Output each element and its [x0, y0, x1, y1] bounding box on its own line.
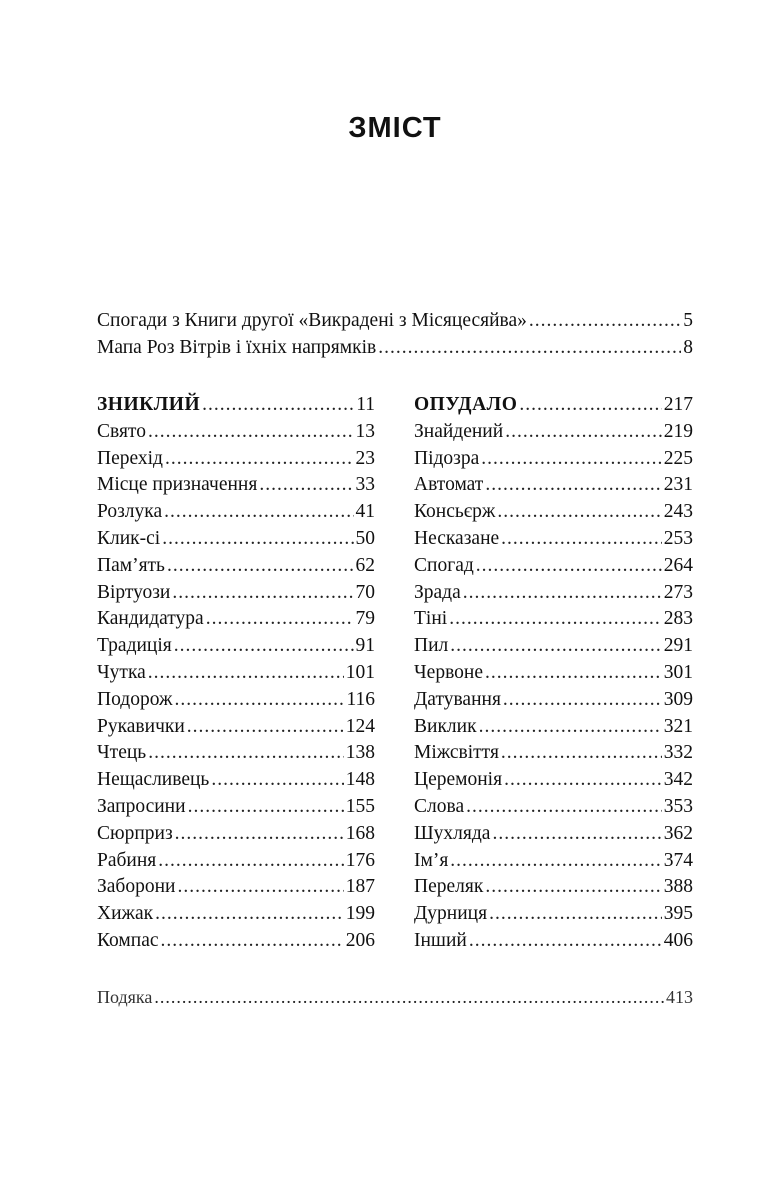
dot-leader [450, 633, 662, 660]
dot-leader [206, 606, 354, 633]
toc-entry-label: Міжсвіття [414, 742, 499, 764]
dot-leader [162, 526, 353, 553]
toc-entry[interactable] [414, 499, 693, 526]
toc-entry[interactable] [97, 335, 693, 362]
toc-column-part-one [97, 392, 375, 955]
toc-entry[interactable] [97, 446, 375, 473]
toc-entry-label: Клик-сі [97, 527, 161, 549]
dot-leader [469, 928, 662, 955]
toc-entry-page: 124 [345, 715, 375, 737]
dot-leader [485, 660, 662, 687]
toc-entry[interactable] [97, 472, 375, 499]
toc-entry[interactable] [414, 606, 693, 633]
toc-entry[interactable] [97, 928, 375, 955]
toc-entry[interactable] [414, 767, 693, 794]
toc-entry-label: Чутка [97, 661, 146, 683]
toc-entry-label: Червоне [414, 661, 483, 683]
toc-entry[interactable] [97, 419, 375, 446]
toc-entry[interactable] [97, 874, 375, 901]
toc-entry[interactable] [97, 687, 375, 714]
toc-entry[interactable] [97, 499, 375, 526]
dot-leader [476, 553, 662, 580]
dot-leader [161, 928, 344, 955]
toc-entry-page: 176 [345, 849, 375, 871]
dot-leader [503, 687, 662, 714]
toc-entry-label: Компас [97, 929, 159, 951]
toc-entry-label: Перехід [97, 447, 163, 469]
toc-entry-acknowledgements[interactable] [97, 984, 693, 1011]
toc-entry-label: Переляк [414, 876, 484, 898]
toc-entry-page: 291 [663, 635, 693, 657]
toc-entry-label: Шухляда [414, 822, 491, 844]
toc-entry[interactable] [97, 740, 375, 767]
toc-entry-page: 33 [355, 474, 375, 496]
toc-entry-page: 206 [345, 929, 375, 951]
dot-leader [148, 740, 344, 767]
toc-entry[interactable] [414, 928, 693, 955]
toc-entry-page: 309 [663, 688, 693, 710]
toc-entry[interactable] [414, 553, 693, 580]
toc-entry-page: 50 [355, 527, 375, 549]
toc-entry-label: Ім’я [414, 849, 449, 871]
toc-entry[interactable] [97, 714, 375, 741]
dot-leader [497, 499, 661, 526]
toc-entry-page: 283 [663, 608, 693, 630]
toc-entry[interactable] [97, 633, 375, 660]
dot-leader [148, 660, 344, 687]
toc-entry-label: Подорож [97, 688, 173, 710]
dot-leader [479, 714, 662, 741]
toc-entry-page: 148 [345, 769, 375, 791]
toc-entry[interactable] [97, 526, 375, 553]
toc-entry-label: Запросини [97, 795, 186, 817]
toc-entry-label: Датування [414, 688, 501, 710]
toc-entry-label: Дурниця [414, 903, 488, 925]
toc-entry-label: Свято [97, 420, 146, 442]
toc-entry-page: 41 [355, 501, 375, 523]
toc-entry-page: 388 [663, 876, 693, 898]
dot-leader [202, 392, 354, 419]
toc-entry-page: 231 [663, 474, 693, 496]
toc-entry-page: 187 [345, 876, 375, 898]
dot-leader [187, 714, 344, 741]
toc-entry-label: Церемонія [414, 769, 503, 791]
toc-entry[interactable] [414, 660, 693, 687]
dot-leader [172, 580, 353, 607]
toc-entry[interactable] [414, 821, 693, 848]
toc-entry-page: 301 [663, 661, 693, 683]
toc-entry-label: Нещасливець [97, 769, 210, 791]
dot-leader [450, 848, 661, 875]
toc-entry-label: Виклик [414, 715, 477, 737]
toc-entry-page: 253 [663, 527, 693, 549]
toc-entry[interactable] [97, 848, 375, 875]
toc-entry-page: 23 [355, 447, 375, 469]
toc-entry[interactable] [414, 901, 693, 928]
toc-entry-label: Підозра [414, 447, 480, 469]
dot-leader [485, 472, 661, 499]
dot-leader [174, 687, 344, 714]
toc-entry[interactable] [414, 794, 693, 821]
toc-entry[interactable] [414, 848, 693, 875]
toc-entry[interactable] [414, 714, 693, 741]
toc-part-heading-page: 217 [663, 394, 693, 415]
toc-entry[interactable] [414, 740, 693, 767]
toc-entry-page: 413 [666, 987, 693, 1007]
dot-leader [164, 499, 353, 526]
dot-leader [167, 553, 354, 580]
dot-leader [489, 901, 662, 928]
toc-part-heading[interactable] [414, 392, 693, 419]
toc-entry[interactable] [414, 633, 693, 660]
dot-leader [466, 794, 662, 821]
toc-entry-label: Хижак [97, 903, 154, 925]
dot-leader [505, 419, 662, 446]
dot-leader [211, 767, 343, 794]
dot-leader [378, 335, 681, 362]
page-title: ЗМІСТ [348, 112, 442, 144]
dot-leader [449, 606, 662, 633]
toc-entry-page: 155 [345, 795, 375, 817]
toc-entry-page: 62 [355, 554, 375, 576]
toc-entry-label: Традиція [97, 635, 172, 657]
toc-entry-label: Пил [414, 635, 449, 657]
toc-entry-label: Віртуози [97, 581, 171, 603]
toc-part-heading-page: 11 [356, 394, 375, 415]
toc-entry-label: Спогади з Книги другої «Викрадені з Місяцесяйва» [97, 310, 527, 331]
toc-entry-page: 101 [345, 661, 375, 683]
toc-entry-page: 5 [683, 310, 693, 331]
toc-entry[interactable] [97, 308, 693, 335]
toc-entry-label: Чтець [97, 742, 147, 764]
toc-entry-page: 243 [663, 501, 693, 523]
dot-leader [188, 794, 344, 821]
toc-entry-label: Спогад [414, 554, 474, 576]
toc-entry[interactable] [97, 794, 375, 821]
dot-leader [481, 446, 661, 473]
toc-entry[interactable] [414, 580, 693, 607]
dot-leader [154, 984, 664, 1011]
toc-entry-label: Пам’ять [97, 554, 165, 576]
toc-entry-label: Консьєрж [414, 501, 496, 523]
toc-entry-label: Зрада [414, 581, 461, 603]
toc-entry-label: Знайдений [414, 420, 504, 442]
toc-entry-page: 79 [355, 608, 375, 630]
toc-entry-label: Мапа Роз Вітрів і їхніх напрямків [97, 336, 377, 358]
dot-leader [463, 580, 662, 607]
toc-entry-page: 362 [663, 822, 693, 844]
toc-entry-page: 219 [663, 420, 693, 442]
toc-entry[interactable] [414, 687, 693, 714]
toc-entry[interactable] [97, 660, 375, 687]
toc-entry[interactable] [414, 446, 693, 473]
toc-entry-label: Рукавички [97, 715, 185, 737]
toc-column-part-two [414, 392, 693, 955]
toc-entry-label: Слова [414, 795, 465, 817]
toc-entry-page: 138 [345, 742, 375, 764]
toc-entry-label: Кандидатура [97, 608, 204, 630]
toc-entry[interactable] [97, 821, 375, 848]
toc-entry[interactable] [97, 553, 375, 580]
toc-entry[interactable] [414, 472, 693, 499]
toc-entry-page: 353 [663, 795, 693, 817]
toc-entry[interactable] [414, 526, 693, 553]
toc-entry-page: 91 [355, 635, 375, 657]
toc-entry-label: Автомат [414, 474, 484, 496]
toc-entry-label: Подяка [97, 987, 153, 1007]
dot-leader [155, 901, 344, 928]
toc-entry-label: Інший [414, 929, 467, 951]
toc-entry[interactable] [97, 901, 375, 928]
toc-entry-label: Місце призначення [97, 474, 258, 496]
dot-leader [519, 392, 661, 419]
toc-entry-page: 273 [663, 581, 693, 603]
toc-entry-label: Розлука [97, 501, 163, 523]
toc-part-heading-label: ОПУДАЛО [414, 394, 518, 415]
toc-entry-page: 13 [355, 420, 375, 442]
dot-leader [259, 472, 353, 499]
toc-entry-page: 342 [663, 769, 693, 791]
toc-part-heading[interactable] [97, 392, 375, 419]
toc-entry-label: Рабиня [97, 849, 157, 871]
dot-leader [174, 633, 354, 660]
dot-leader [529, 308, 681, 335]
toc-entry-page: 264 [663, 554, 693, 576]
dot-leader [175, 821, 344, 848]
toc-entry[interactable] [97, 580, 375, 607]
toc-entry-page: 116 [346, 688, 375, 710]
toc-entry[interactable] [97, 606, 375, 633]
toc-entry-page: 321 [663, 715, 693, 737]
toc-entry-page: 199 [345, 903, 375, 925]
dot-leader [158, 848, 343, 875]
toc-entry-page: 225 [663, 447, 693, 469]
dot-leader [177, 874, 343, 901]
toc-entry[interactable] [414, 419, 693, 446]
dot-leader [148, 419, 354, 446]
toc-entry-page: 8 [683, 336, 693, 358]
toc-entry-page: 395 [663, 903, 693, 925]
toc-entry-label: Тіні [414, 608, 448, 630]
dot-leader [485, 874, 661, 901]
toc-entry-label: Несказане [414, 527, 500, 549]
dot-leader [492, 821, 661, 848]
dot-leader [165, 446, 354, 473]
toc-entry-page: 70 [355, 581, 375, 603]
toc-entry-label: Заборони [97, 876, 176, 898]
toc-entry-page: 374 [663, 849, 693, 871]
dot-leader [501, 526, 662, 553]
toc-entry[interactable] [414, 874, 693, 901]
toc-entry-label: Сюрприз [97, 822, 173, 844]
toc-entry[interactable] [97, 767, 375, 794]
dot-leader [504, 767, 662, 794]
intro-entries [97, 308, 693, 362]
toc-entry-page: 168 [345, 822, 375, 844]
acknowledgements-entry-wrap [97, 984, 693, 1011]
toc-entry-page: 406 [663, 929, 693, 951]
dot-leader [501, 740, 662, 767]
toc-entry-page: 332 [663, 742, 693, 764]
toc-part-heading-label: ЗНИКЛИЙ [97, 394, 201, 415]
